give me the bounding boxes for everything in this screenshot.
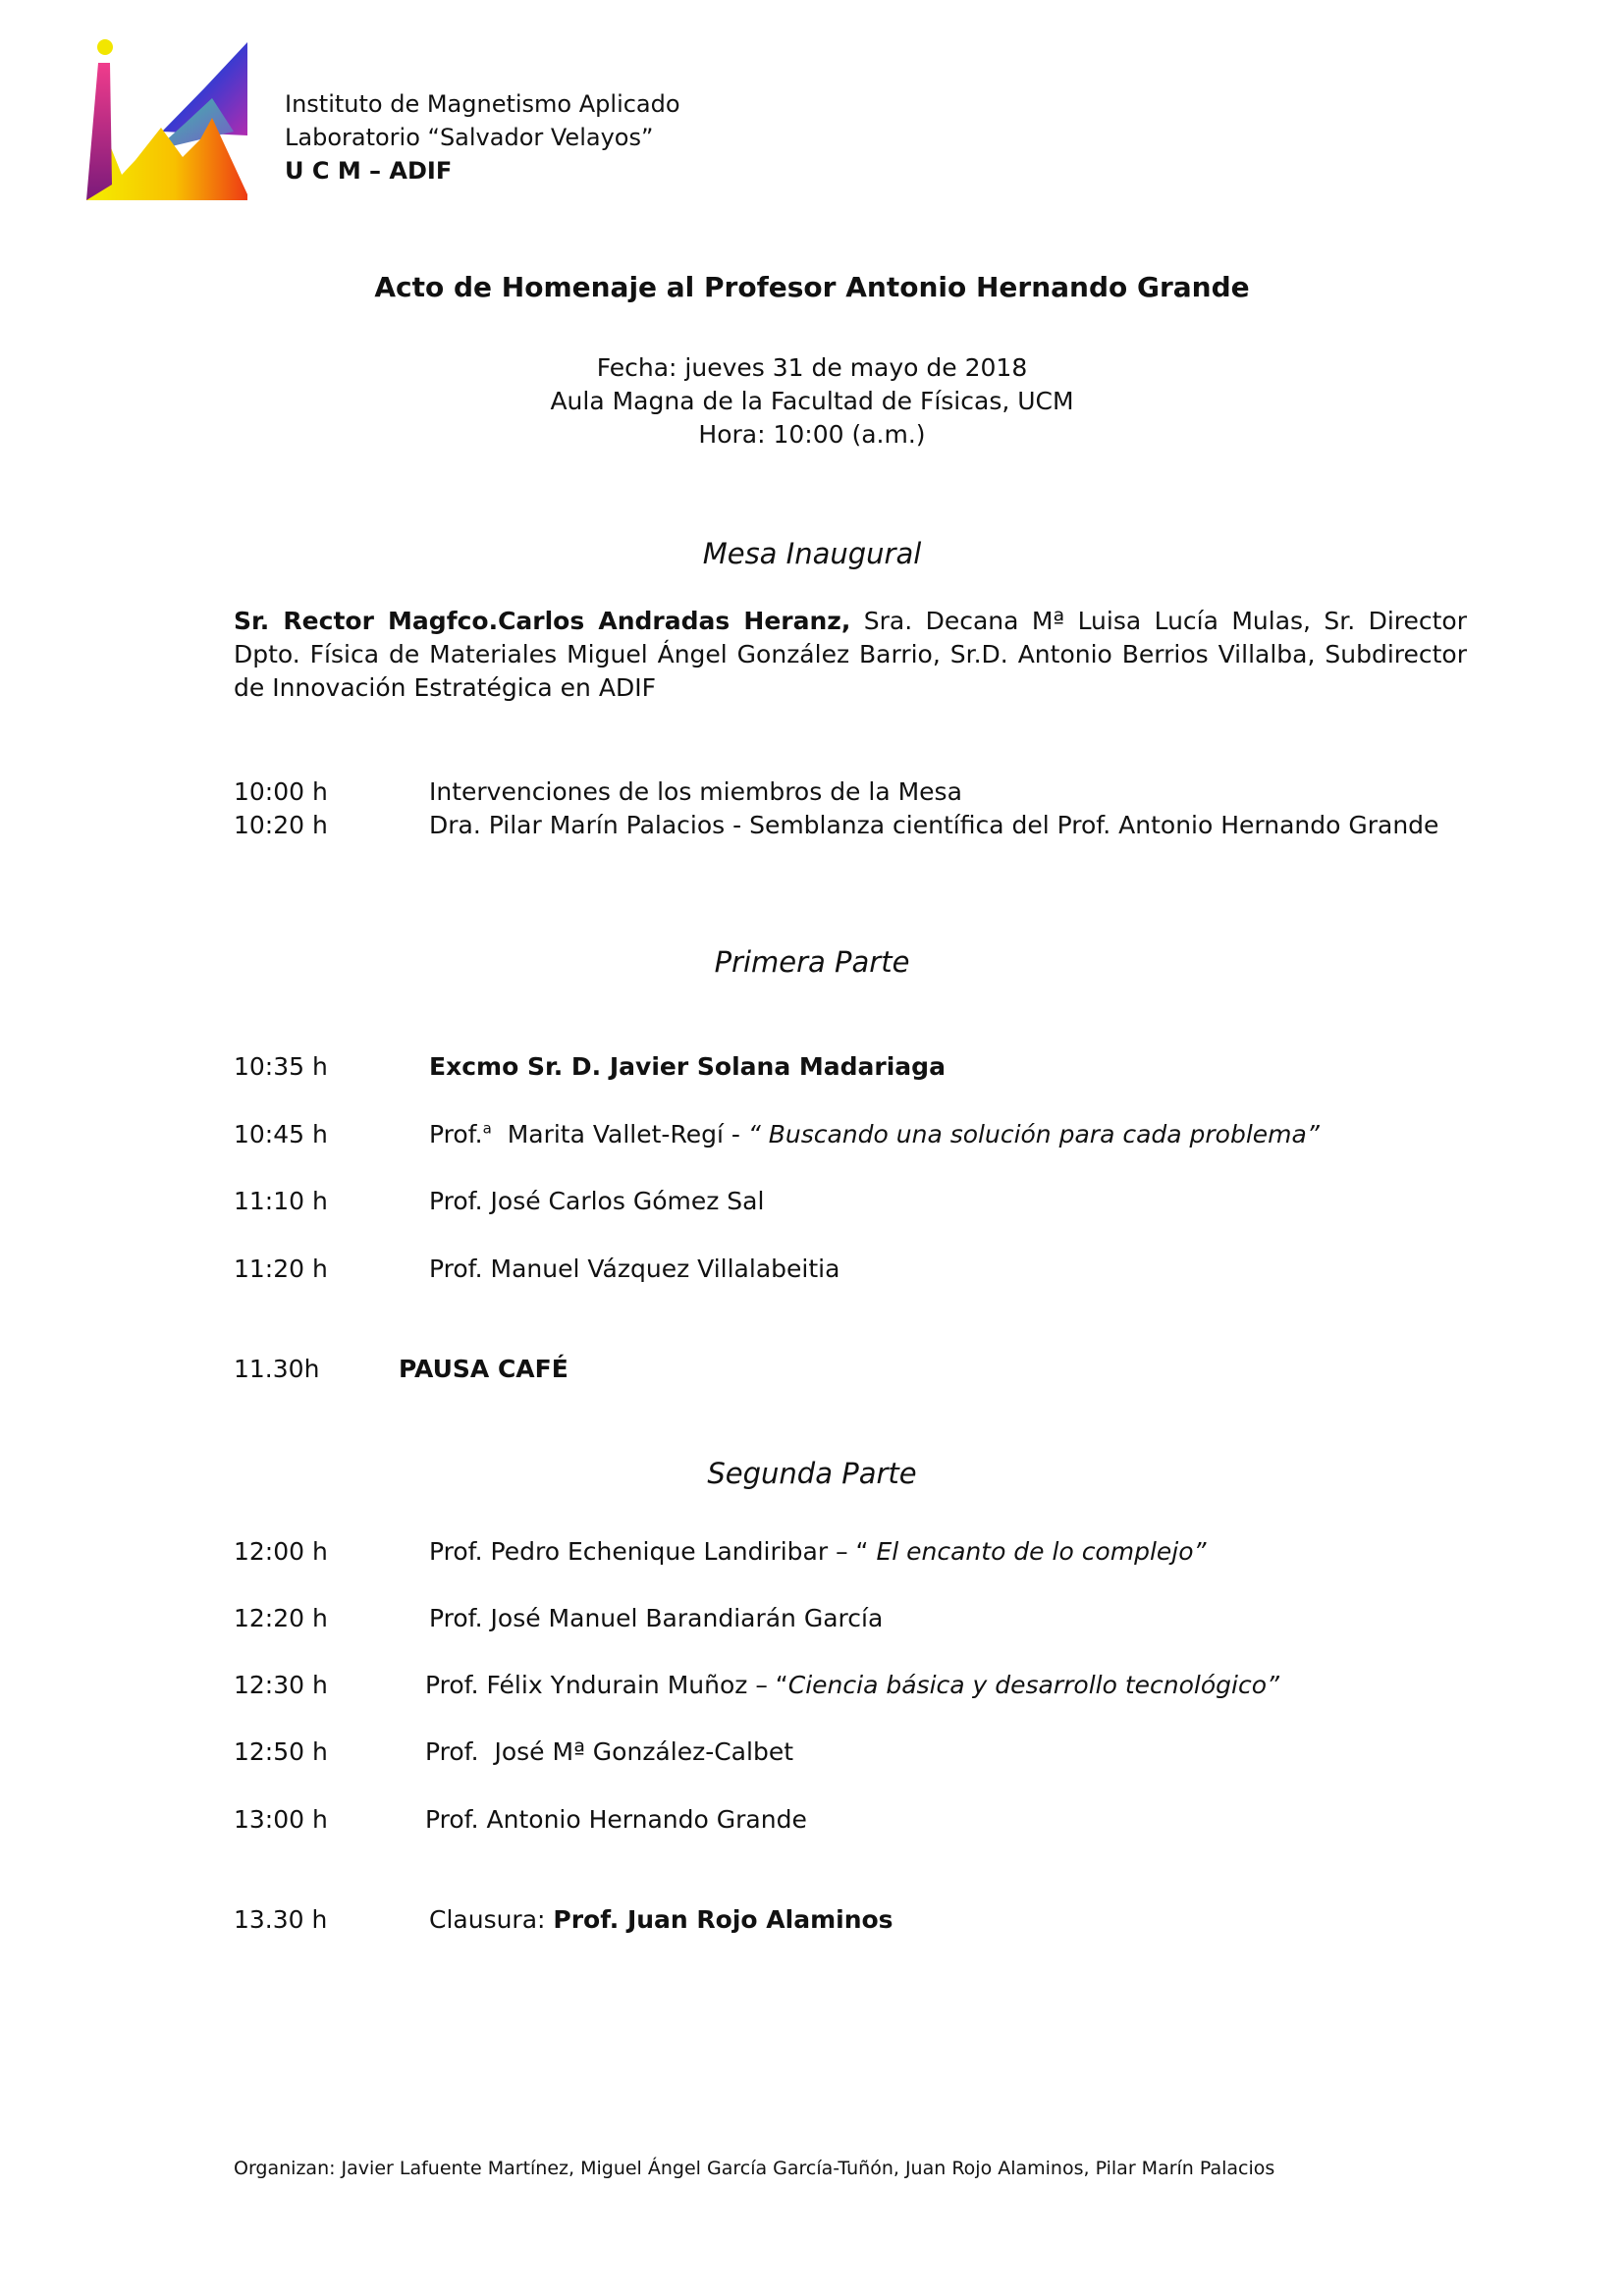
speaker-name: Marita Vallet-Regí - (491, 1120, 748, 1148)
schedule-desc: Prof. José Manuel Barandiarán García (429, 1604, 884, 1632)
institute-logo (86, 37, 247, 200)
section-heading-primera: Primera Parte (714, 945, 910, 979)
speaker-name: Prof. Félix Yndurain Muñoz – “ (425, 1671, 788, 1699)
schedule-desc: Prof. Antonio Hernando Grande (425, 1805, 807, 1834)
organization-name: U C M – ADIF (285, 157, 453, 185)
schedule-time: 11:10 h (234, 1187, 328, 1215)
laboratory-name: Laboratorio “Salvador Velayos” (285, 124, 654, 151)
event-time: Hora: 10:00 (a.m.) (698, 420, 926, 449)
schedule-desc: Excmo Sr. D. Javier Solana Madariaga (429, 1052, 946, 1081)
mesa-members (234, 605, 1467, 705)
schedule-time: 10:45 h (234, 1120, 328, 1148)
schedule-desc (429, 1905, 893, 1934)
schedule-time: 12:20 h (234, 1604, 328, 1632)
institute-header (285, 87, 680, 187)
schedule-time: 12:50 h (234, 1737, 328, 1766)
section-heading-segunda: Segunda Parte (707, 1457, 917, 1490)
schedule-time: 10:20 h (234, 811, 328, 839)
event-info (0, 351, 1624, 452)
speaker-title: Prof. (429, 1120, 483, 1148)
clausura-label: Clausura: (429, 1905, 554, 1934)
schedule-desc: Prof. José Mª González-Calbet (425, 1737, 793, 1766)
schedule-desc: Dra. Pilar Marín Palacios - Semblanza científica del Prof. Antonio Hernando Grande (429, 811, 1439, 839)
talk-title: “ Buscando una solución para cada problema” (747, 1120, 1320, 1148)
schedule-time: 13:00 h (234, 1805, 328, 1834)
schedule-time: 13.30 h (234, 1905, 328, 1934)
schedule-desc: Intervenciones de los miembros de la Mesa (429, 777, 962, 806)
clausura-speaker: Prof. Juan Rojo Alaminos (553, 1905, 893, 1934)
schedule-time: 11.30h (234, 1355, 320, 1383)
schedule-time: 12:30 h (234, 1671, 328, 1699)
speaker-name: Prof. Pedro Echenique Landiribar – “ (429, 1537, 877, 1566)
schedule-desc (425, 1671, 1279, 1699)
institute-name: Instituto de Magnetismo Aplicado (285, 90, 680, 118)
schedule-desc (429, 1120, 1320, 1148)
schedule-time: 10:35 h (234, 1052, 328, 1081)
schedule-desc: Prof. Manuel Vázquez Villalabeitia (429, 1255, 840, 1283)
talk-title: Ciencia básica y desarrollo tecnológico” (787, 1671, 1279, 1699)
schedule-time: 12:00 h (234, 1537, 328, 1566)
mesa-others: Sra. Decana Mª Luisa Lucía Mulas, Sr. Director Dpto. Física de Materiales Miguel Ángel González Barrio, Sr.D. Antonio Berrios Villalba, Subdirector de Innovación Estratégica en ADIF (234, 607, 1467, 702)
event-date: Fecha: jueves 31 de mayo de 2018 (596, 353, 1028, 382)
organizers-footer: Organizan: Javier Lafuente Martínez, Miguel Ángel García García-Tuñón, Juan Rojo Alaminos, Pilar Marín Palacios (234, 2158, 1275, 2179)
mesa-rector: Sr. Rector Magfco.Carlos Andradas Heranz, (234, 607, 851, 635)
schedule-desc: Prof. José Carlos Gómez Sal (429, 1187, 765, 1215)
section-heading-mesa: Mesa Inaugural (702, 537, 922, 570)
schedule-time: 11:20 h (234, 1255, 328, 1283)
pausa-label: PAUSA CAFÉ (399, 1355, 568, 1383)
schedule-desc (429, 1537, 1206, 1566)
event-venue: Aula Magna de la Facultad de Físicas, UCM (550, 387, 1074, 415)
document-title: Acto de Homenaje al Profesor Antonio Hernando Grande (374, 271, 1250, 303)
speaker-title-sup: a (482, 1119, 492, 1138)
schedule-time: 10:00 h (234, 777, 328, 806)
talk-title: El encanto de lo complejo” (876, 1537, 1207, 1566)
